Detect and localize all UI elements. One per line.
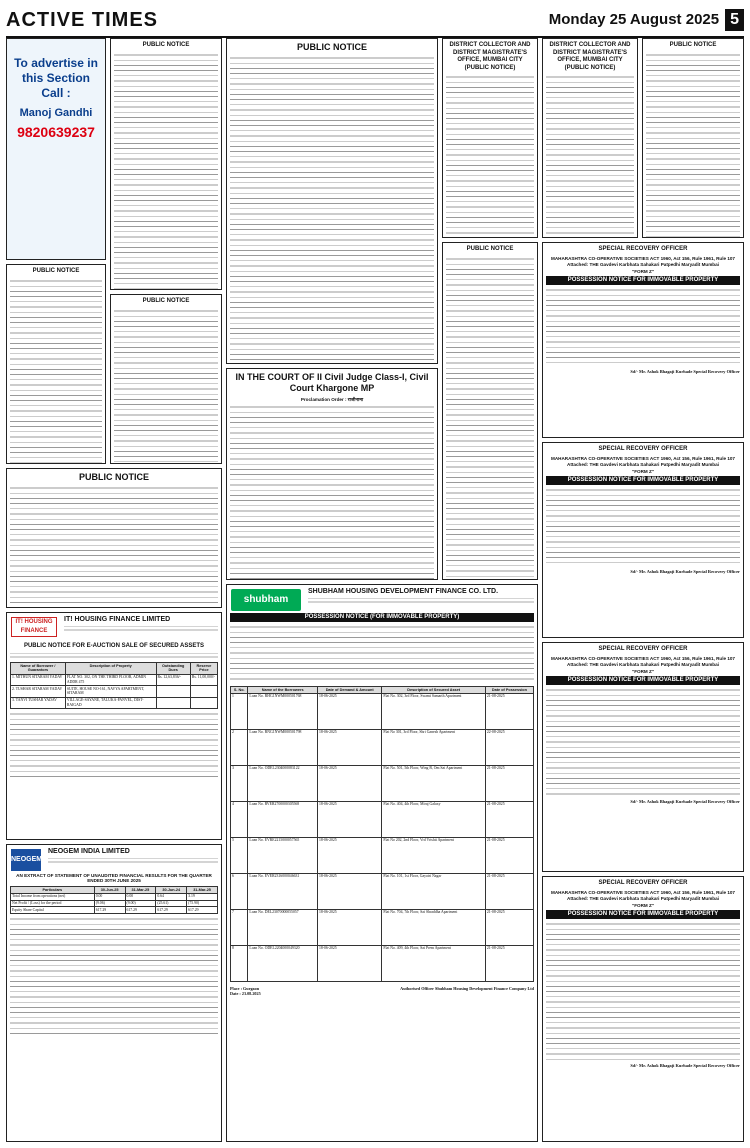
table-row: 1 Loan No. RHG1NWM000501768 18-06-2025 Flat No. 302, 3rd Floor, Swami Samarth Apartment 21-08-2025	[231, 693, 534, 729]
table-row: 2 Loan No. RNG1NWM000501798 18-06-2025 Flat No 301, 3rd Floor, Shri Ganesh Apartment 22-08-2025	[231, 729, 534, 765]
table-row: 6 Loan No. EVER2316000046631 18-06-2025 Flat No. 101, 1st Floor, Gayatri Nagar 21-08-2025	[231, 873, 534, 909]
table-row: 1. MITHUN SITARAM YADAV FLAT NO. 302, ON THE THIRD FLOOR, ADMIN ADDR 475 Rs. 12,63,836/- Rs. 11,00,000/-	[11, 674, 218, 685]
recovery-body	[546, 921, 740, 1061]
table-row: 3. TANVI TUSHAR YADAV VILLAGE-SAYANE, TALUKA-PANVEL, DIST- RAIGAD	[11, 697, 218, 708]
notice-heading: PUBLIC NOTICE	[669, 42, 717, 48]
shubham-table: S. No. Name of the Borrowers Date of Demand & Amount Description of Secured Asset Date of Possession 1 Loan No. RHG1NWM000501768 18-06-2025 Flat No. 302, 3rd Floor, Swami Samarth Apartment 21-08-2025 2 Loan No. RNG1NWM000501798 18-06-2025 Flat No 301, 3rd Floor, Shri Ganesh Apartment 22-08-2025 3 Loan No. ODEL2304000083122 18-06-2025 Flat No. 501, 5th Floor, Wing B, Om Sai Apartment 21-08-2025 4 Loan No. RVER2700000305568 18-06-2025 Flat No. 404, 4th Floor, Miraj Galaxy 21-08-2025 5 Loan No. EVRE2215000057565 18-06-2025 Flat No 202, 2nd Floor, Vrd Vrishti Apartment 21-08-2025 6 Loan No. EVER2316000046631 18-06-2025 Flat No. 101, 1st Floor, Gayatri Nagar 21-08-2025 7 Loan No. DEL23070000055057 18-06-2025 Flat No. 704, 7th Floor, Sai Shraddha Apartment 21-08-2025 8 Loan No. ODEL2204000049320 18-06-2025 Flat No. 409, 4th Floor, Sai Prem Apartment 21-08-2025	[230, 686, 534, 982]
notice-body	[114, 52, 218, 291]
col-header: Name of Borrower / Guarantors	[11, 663, 66, 674]
table-row: 4 Loan No. RVER2700000305568 18-06-2025 Flat No. 404, 4th Floor, Miraj Galaxy 21-08-2025	[231, 801, 534, 837]
recovery-heading: SPECIAL RECOVERY OFFICER	[598, 646, 688, 652]
notice-heading: PUBLIC NOTICE	[142, 42, 190, 48]
notice-body	[114, 308, 218, 465]
col-header: Description of Property	[65, 663, 156, 674]
collector-heading: DISTRICT COLLECTOR AND DISTRICT MAGISTRATE'S OFFICE, MUMBAI CITY (PUBLIC NOTICE)	[449, 42, 531, 71]
collector-notice-2	[542, 38, 638, 238]
it-housing-subtitle: PUBLIC NOTICE FOR E-AUCTION SALE OF SECURED ASSETS	[23, 642, 205, 649]
public-notice-col5	[442, 242, 538, 580]
recovery-signature: Sd/- Mr. Ashok Bhagaji Kurhade Special Recovery Officer	[630, 799, 740, 805]
court-notice	[226, 368, 438, 580]
recovery-attached: Attached: THE Gavdevi Karbhata Sahakari Patpedhi Maryadit Mumbai	[567, 462, 719, 468]
public-notice-wide	[226, 38, 438, 364]
masthead	[6, 4, 744, 38]
neogem-subtitle: AN EXTRACT OF STATEMENT OF UNAUDITED FINANCIAL RESULTS FOR THE QUARTER ENDED 30TH JUNE 2025	[16, 872, 212, 884]
col-header: Outstanding Dues	[156, 663, 190, 674]
it-housing-title: IT! HOUSING FINANCE LIMITED	[64, 616, 171, 623]
table-row: Equity Share Capital 617.29 617.29 617.29 617.29	[11, 907, 218, 914]
court-heading: IN THE COURT OF II Civil Judge Class-I, Civil Court Khargone MP	[235, 372, 429, 394]
neogem-notice	[6, 844, 222, 1142]
recovery-form: "FORM Z"	[632, 468, 654, 474]
collector-body	[446, 74, 534, 238]
issue-date	[549, 9, 744, 31]
recovery-signature: Sd/- Mr. Ashok Bhagaji Kurhade Special Recovery Officer	[630, 369, 740, 375]
public-notice-lower	[6, 468, 222, 608]
recovery-notice-1	[542, 242, 744, 438]
possession-heading: POSSESSION NOTICE FOR IMMOVABLE PROPERTY	[546, 476, 740, 486]
it-housing-logo: IT! HOUSING FINANCE	[11, 617, 57, 637]
advert-contact-name: Manoj Gandhi	[19, 107, 93, 119]
possession-heading: POSSESSION NOTICE FOR IMMOVABLE PROPERTY	[546, 676, 740, 686]
table-row: 7 Loan No. DEL23070000055057 18-06-2025 Flat No. 704, 7th Floor, Sai Shraddha Apartment 21-08-2025	[231, 909, 534, 945]
table-row: 3 Loan No. ODEL2304000083122 18-06-2025 Flat No. 501, 5th Floor, Wing B, Om Sai Apartment 21-08-2025	[231, 765, 534, 801]
table-row: 2. TUSHAR SITARAM YADAV SUITE, HOUSE NO-161, NAVYA APARTMENT, SITARAM	[11, 686, 218, 697]
recovery-form: "FORM Z"	[632, 668, 654, 674]
collector-notice-1	[442, 38, 538, 238]
recovery-signature: Sd/- Mr. Ashok Bhagaji Kurhade Special Recovery Officer	[630, 1063, 740, 1069]
col-header: Reserve Price	[190, 663, 217, 674]
neogem-table: Particulars 30-Jun-25 31-Mar-25 30-Jun-24 31-Mar-25 Total Income from operations (net) 0.00 0.00 0.64 3.19 Net Profit / (Loss) for the period (9.06) (9.00) (25.61) (75.90) Equity Share Capital 617.29 617.29 617.29 617.29	[10, 886, 218, 914]
table-row: 8 Loan No. ODEL2204000049320 18-06-2025 Flat No. 409, 4th Floor, Sai Prem Apartment 21-08-2025	[231, 945, 534, 981]
notice-heading: PUBLIC NOTICE	[32, 268, 80, 274]
shubham-signature: Authorised Officer Shubham Housing Development Finance Company Ltd	[400, 985, 534, 991]
advert-cta: To advertise in this Section Call :	[14, 56, 98, 100]
page-number: 5	[725, 9, 744, 31]
section-title: ACTIVE TIMES	[6, 8, 159, 31]
notice-heading: PUBLIC NOTICE	[296, 42, 367, 52]
recovery-attached: Attached: THE Gavdevi Karbhata Sahakari Patpedhi Maryadit Mumbai	[567, 262, 719, 268]
table-row: Total Income from operations (net) 0.00 0.00 0.64 3.19	[11, 893, 218, 900]
shubham-title: SHUBHAM HOUSING DEVELOPMENT FINANCE CO. LTD.	[308, 588, 499, 595]
notice-heading: PUBLIC NOTICE	[142, 298, 190, 304]
recovery-body	[546, 687, 740, 797]
public-notice-right	[642, 38, 744, 238]
recovery-notice-3	[542, 642, 744, 872]
recovery-act: MAHARASHTRA CO-OPERATIVE SOCIETIES ACT 1960, Act 156, Rule 1961, Rule 107	[551, 255, 735, 261]
recovery-heading: SPECIAL RECOVERY OFFICER	[598, 446, 688, 452]
recovery-heading: SPECIAL RECOVERY OFFICER	[598, 246, 688, 252]
recovery-act: MAHARASHTRA CO-OPERATIVE SOCIETIES ACT 1960, Act 156, Rule 1961, Rule 107	[551, 889, 735, 895]
public-notice-left	[6, 264, 106, 464]
notice-grid	[6, 38, 744, 1142]
collector-body	[546, 74, 634, 238]
notice-heading: PUBLIC NOTICE	[78, 472, 149, 482]
shubham-logo: shubham	[231, 589, 301, 611]
recovery-body	[546, 287, 740, 367]
advert-phone: 9820639237	[17, 123, 95, 140]
recovery-attached: Attached: THE Gavdevi Karbhata Sahakari Patpedhi Maryadit Mumbai	[567, 662, 719, 668]
it-housing-table	[10, 662, 218, 709]
table-row: 5 Loan No. EVRE2215000057565 18-06-2025 Flat No 202, 2nd Floor, Vrd Vrishti Apartment 21-08-2025	[231, 837, 534, 873]
footer-date: Date : 23.08.2025	[230, 991, 261, 997]
table-row: Net Profit / (Loss) for the period (9.06) (9.00) (25.61) (75.90)	[11, 900, 218, 907]
notice-body	[230, 55, 434, 364]
recovery-form: "FORM Z"	[632, 268, 654, 274]
recovery-form: "FORM Z"	[632, 902, 654, 908]
court-body	[230, 404, 434, 580]
recovery-act: MAHARASHTRA CO-OPERATIVE SOCIETIES ACT 1960, Act 156, Rule 1961, Rule 107	[551, 455, 735, 461]
recovery-body	[546, 487, 740, 567]
notice-body	[10, 485, 218, 608]
it-housing-notice	[6, 612, 222, 840]
collector-heading: DISTRICT COLLECTOR AND DISTRICT MAGISTRATE'S OFFICE, MUMBAI CITY (PUBLIC NOTICE)	[549, 42, 631, 71]
notice-body	[446, 256, 534, 581]
footer-place: Place : Gurgaon	[230, 985, 260, 991]
possession-heading: POSSESSION NOTICE FOR IMMOVABLE PROPERTY	[546, 910, 740, 920]
date-text: Monday 25 August 2025	[548, 10, 720, 28]
neogem-title: NEOGEM INDIA LIMITED	[48, 848, 130, 855]
shubham-notice	[226, 584, 538, 1142]
recovery-attached: Attached: THE Gavdevi Karbhata Sahakari Patpedhi Maryadit Mumbai	[567, 896, 719, 902]
neogem-logo: NEOGEM	[11, 849, 41, 871]
notice-heading: PUBLIC NOTICE	[466, 246, 514, 252]
recovery-act: MAHARASHTRA CO-OPERATIVE SOCIETIES ACT 1960, Act 156, Rule 1961, Rule 107	[551, 655, 735, 661]
public-notice-mid-1	[110, 38, 222, 290]
recovery-signature: Sd/- Mr. Ashok Bhagaji Kurhade Special Recovery Officer	[630, 569, 740, 575]
house-advert	[6, 38, 106, 260]
notice-body	[646, 52, 740, 239]
court-subheading: Proclamation Order : राजीनामा	[300, 396, 364, 402]
public-notice-mid-2	[110, 294, 222, 464]
recovery-notice-4	[542, 876, 744, 1142]
notice-body	[10, 278, 102, 465]
possession-heading: POSSESSION NOTICE FOR IMMOVABLE PROPERTY	[546, 276, 740, 286]
shubham-possession-heading: POSSESSION NOTICE (FOR IMMOVABLE PROPERTY)	[230, 613, 534, 623]
recovery-heading: SPECIAL RECOVERY OFFICER	[598, 880, 688, 886]
recovery-notice-2	[542, 442, 744, 638]
